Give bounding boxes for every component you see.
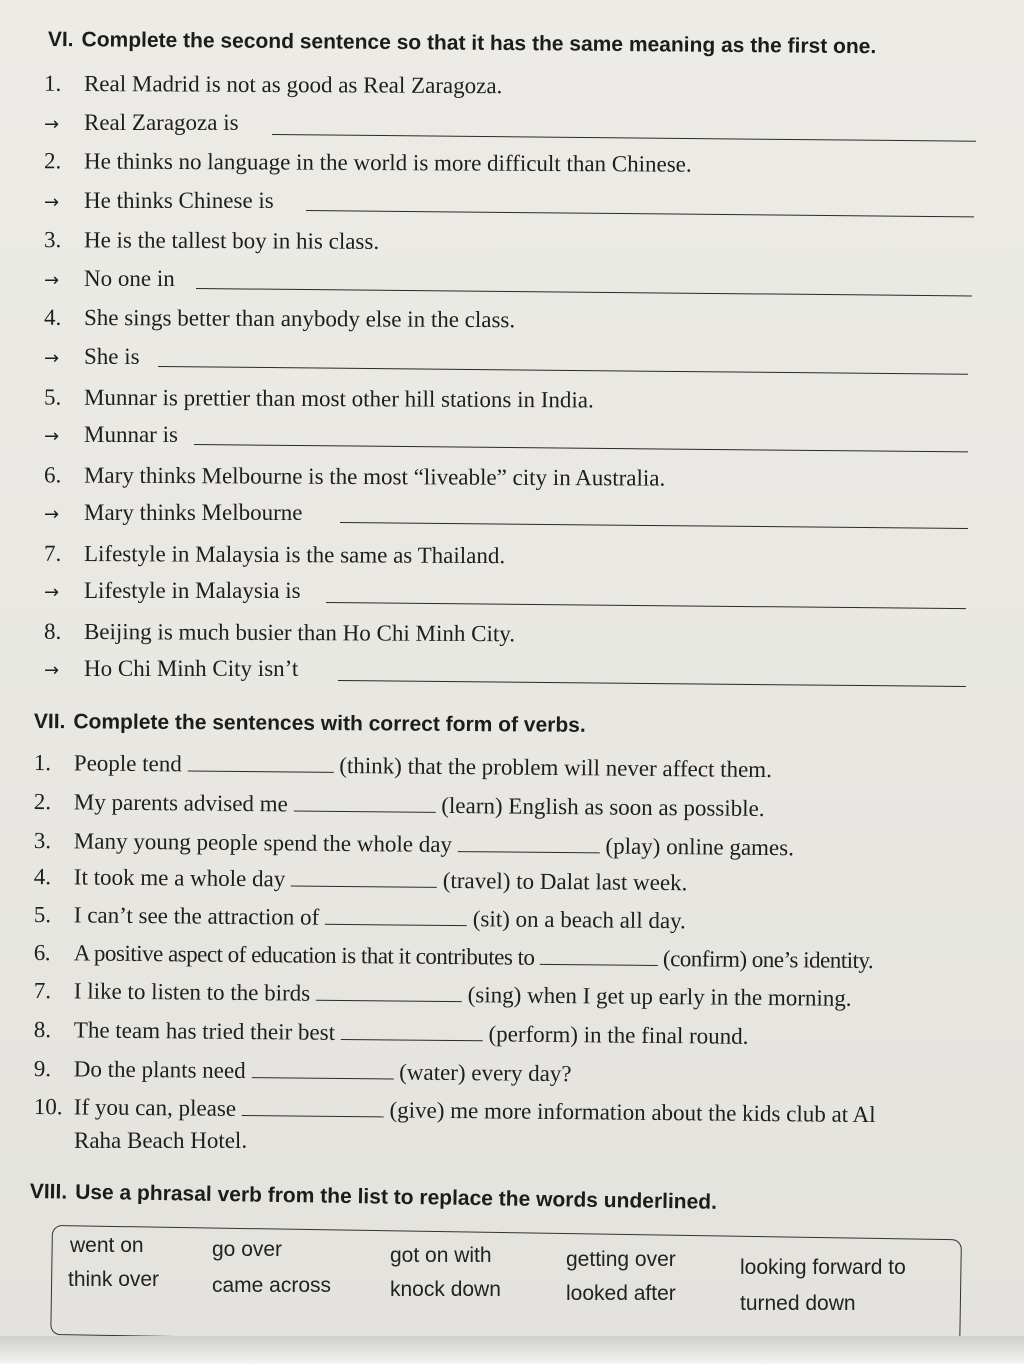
section-7-number: VII.: [33, 710, 66, 734]
phrasal-verb-getting-over: getting over: [566, 1248, 676, 1271]
s6-rewrite-8: → Ho Chi Minh City isn’t: [44, 654, 298, 686]
s6-rewrite-5: → Munnar is: [44, 420, 178, 452]
s7-item-5: 5. I can’t see the attraction of (sit) on a beach all day.: [33, 901, 686, 934]
s6-sentence-5: 5. Munnar is prettier than most other hill stations in India.: [43, 384, 594, 413]
s6-sentence-8: 8. Beijing is much busier than Ho Chi Minh City.: [43, 618, 516, 647]
phrasal-verb-knock-down: knock down: [390, 1278, 501, 1301]
verb-blank-7[interactable]: [316, 980, 462, 1002]
s7-item-6: 6. A positive aspect of education is that it contributes to (confirm) one’s identity.: [33, 939, 874, 974]
phrasal-verb-got-on-with: got on with: [390, 1244, 492, 1267]
answer-line-5[interactable]: [194, 444, 968, 452]
section-7-heading: [34, 710, 586, 738]
s7-item-10: 10. If you can, please (give) me more information about the kids club at Al: [33, 1093, 876, 1128]
s6-sentence-3: 3. He is the tallest boy in his class.: [43, 227, 380, 254]
verb-blank-9[interactable]: [251, 1057, 393, 1079]
s6-rewrite-1: → Real Zaragoza is: [44, 108, 239, 140]
s7-item-3: 3. Many young people spend the whole day (play) online games.: [33, 827, 795, 861]
s7-item-2: 2. My parents advised me (learn) English as soon as possible.: [33, 788, 765, 822]
s7-item-9: 9. Do the plants need (water) every day?: [33, 1055, 572, 1087]
s6-sentence-6: 6. Mary thinks Melbourne is the most “liveable” city in Australia.: [43, 462, 666, 491]
phrasal-verb-box: [50, 1225, 962, 1349]
s7-item-7: 7. I like to listen to the birds (sing) when I get up early in the morning.: [33, 977, 852, 1011]
s6-sentence-1: 1. Real Madrid is not as good as Real Zaragoza.: [43, 70, 503, 99]
section-6-instruction: Complete the second sentence so that it has the same meaning as the first one.: [81, 28, 877, 59]
verb-blank-3[interactable]: [458, 831, 600, 853]
s7-item-1: 1. People tend (think) that the problem will never affect them.: [33, 749, 773, 783]
answer-line-8[interactable]: [338, 680, 966, 687]
answer-line-7[interactable]: [326, 602, 966, 609]
s6-sentence-2: 2. He thinks no language in the world is more difficult than Chinese.: [43, 148, 692, 177]
phrasal-verb-went-on: went on: [70, 1234, 144, 1257]
phrasal-verb-came-across: came across: [212, 1274, 332, 1297]
arrow-icon: →: [44, 114, 60, 135]
section-8-instruction: Use a phrasal verb from the list to replace the words underlined.: [74, 1180, 718, 1214]
section-6-number: VI.: [47, 28, 74, 52]
answer-line-1[interactable]: [272, 134, 976, 142]
verb-blank-6[interactable]: [540, 944, 658, 966]
s6-rewrite-2: → He thinks Chinese is: [44, 186, 274, 218]
arrow-icon: →: [44, 426, 60, 447]
arrow-icon: →: [44, 660, 60, 681]
s6-rewrite-7: → Lifestyle in Malaysia is: [44, 576, 301, 608]
arrow-icon: →: [44, 270, 60, 291]
verb-blank-2[interactable]: [294, 790, 436, 812]
phrasal-verb-looked-after: looked after: [566, 1282, 676, 1305]
answer-line-2[interactable]: [306, 210, 974, 217]
s6-rewrite-6: → Mary thinks Melbourne: [44, 498, 302, 530]
verb-blank-5[interactable]: [325, 904, 467, 926]
verb-blank-1[interactable]: [187, 750, 333, 772]
phrasal-verb-think-over: think over: [68, 1268, 160, 1291]
verb-blank-10[interactable]: [242, 1095, 384, 1117]
s6-sentence-4: 4. She sings better than anybody else in the class.: [43, 304, 516, 333]
section-6-heading: [48, 28, 877, 59]
s6-rewrite-3: → No one in: [44, 264, 175, 296]
s6-sentence-7: 7. Lifestyle in Malaysia is the same as Thailand.: [43, 540, 506, 569]
section-8-heading: [30, 1180, 717, 1215]
arrow-icon: →: [44, 192, 60, 213]
page-bottom-edge: [0, 1336, 1024, 1364]
phrasal-verb-turned-down: turned down: [740, 1292, 856, 1315]
section-7-instruction: Complete the sentences with correct form of verbs.: [73, 710, 586, 737]
s6-rewrite-4: → She is: [44, 342, 140, 374]
s7-item-10-continuation: Raha Beach Hotel.: [74, 1128, 248, 1153]
phrasal-verb-go-over: go over: [212, 1238, 283, 1261]
phrasal-verb-looking-forward-to: looking forward to: [740, 1256, 906, 1279]
verb-blank-8[interactable]: [341, 1019, 483, 1041]
arrow-icon: →: [44, 582, 60, 603]
arrow-icon: →: [44, 504, 60, 525]
s7-item-4: 4. It took me a whole day (travel) to Dalat last week.: [33, 863, 688, 896]
s7-item-8: 8. The team has tried their best (perform) in the final round.: [33, 1016, 749, 1049]
answer-line-4[interactable]: [158, 366, 968, 375]
answer-line-3[interactable]: [196, 288, 972, 296]
arrow-icon: →: [44, 348, 60, 369]
answer-line-6[interactable]: [340, 522, 968, 529]
section-8-number: VIII.: [29, 1180, 68, 1204]
verb-blank-4[interactable]: [291, 865, 437, 887]
